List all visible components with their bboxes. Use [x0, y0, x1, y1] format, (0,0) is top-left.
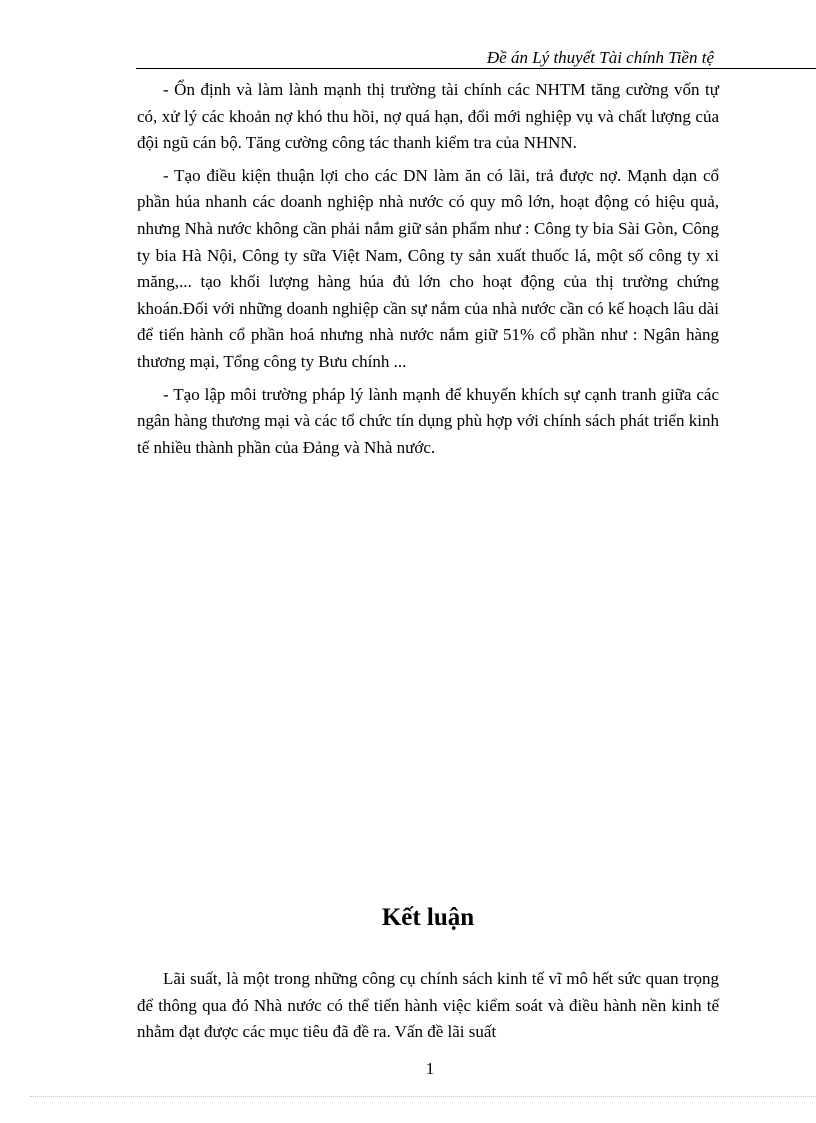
- paragraph: - Tạo lập môi trường pháp lý lành mạnh để khuyến khích sự cạnh tranh giữa các ngân hàng thương mại và các tổ chức tín dụng phù hợp với chính sách phát triển kinh tế nhiều thành phần của Đảng và Nhà nước.: [137, 384, 719, 457]
- body-section-top: [137, 77, 719, 467]
- conclusion-heading: Kết luận: [381, 904, 475, 931]
- paragraph: Lãi suất, là một trong những công cụ chính sách kinh tế vĩ mô hết sức quan trọng để thông qua đó Nhà nước có thể tiến hành việc kiểm soát và điều hành nền kinh tế nhằm đạt được các mục tiêu đã đề ra. Vấn đề lãi suất: [137, 969, 719, 1042]
- paragraph: - Tạo điều kiện thuận lợi cho các DN làm ăn có lãi, trả được nợ. Mạnh dạn cổ phần húa nhanh các doanh nghiệp nhà nước có quy mô lớn, hoạt động có hiệu quả, nhưng Nhà nước không cần phải nắm giữ sản phẩm như : Công ty bia Sài Gòn, Công ty bia Hà Nội, Công ty sữa Việt Nam, Công ty sản xuất thuốc lá, một số công ty xi măng,... tạo khối lượng hàng húa đủ lớn cho hoạt động của thị trường chứng khoán.Đối với những doanh nghiệp cần sự nắm của nhà nước cần có kế hoạch lâu dài để tiến hành cổ phần hoá nhưng nhà nước nắm giữ 51% cổ phần như : Ngân hàng thương mại, Tổng công ty Bưu chính ...: [137, 165, 719, 371]
- paragraph: - Ổn định và làm lành mạnh thị trường tài chính các NHTM tăng cường vốn tự có, xử lý các khoản nợ khó thu hồi, nợ quá hạn, đổi mới nghiệp vụ và chất lượng của đội ngũ cán bộ. Tăng cường công tác thanh kiểm tra của NHNN.: [137, 80, 719, 153]
- header-title: Đề án Lý thuyết Tài chính Tiền tệ: [486, 48, 714, 67]
- body-section-conclusion: [137, 966, 719, 1052]
- page-number: 1: [425, 1059, 435, 1078]
- page-bottom-divider: [30, 1096, 816, 1097]
- page-header: [136, 48, 816, 69]
